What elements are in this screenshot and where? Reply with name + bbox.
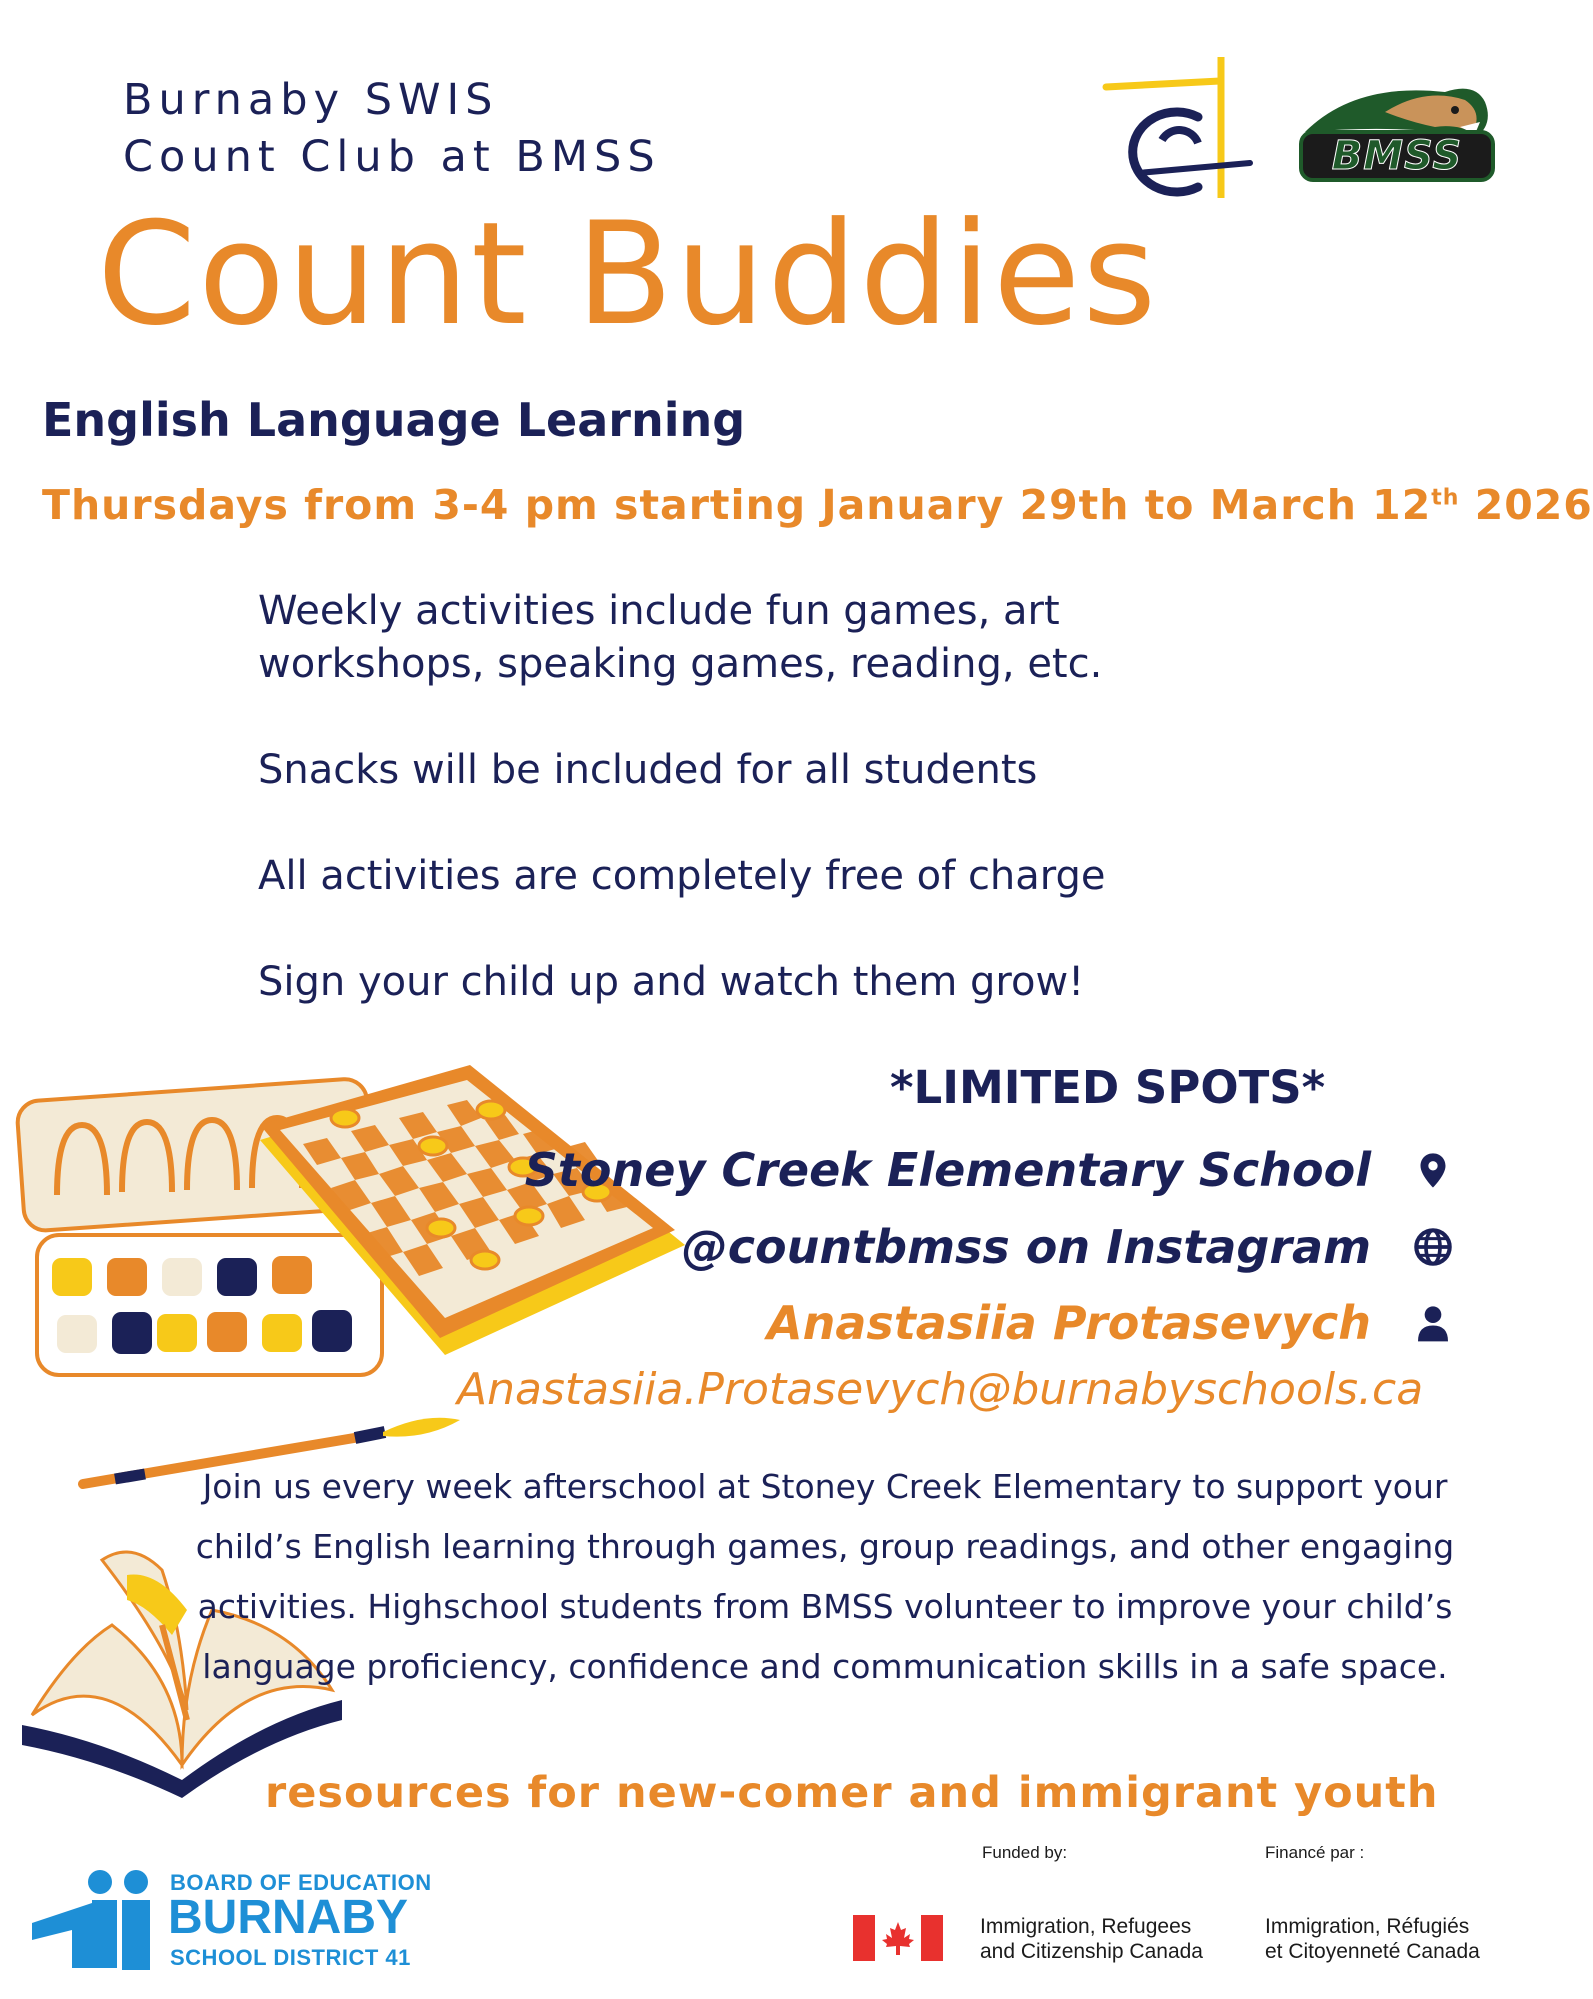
bmss-badge-text: BMSS [1331, 133, 1463, 179]
family-figures-icon [32, 1868, 157, 1973]
ircc-en-line-2: and Citizenship Canada [980, 1940, 1203, 1963]
description-paragraph: Join us every week afterschool at Stoney Creek Elementary to support your child’s English learning through games, group readings, and other engaging activities. Highschool students from BMSS volunteer to improve your child’s language proficiency, confidence and communication skills in a safe space. [195, 1467, 1455, 1686]
limited-spots-label: *LIMITED SPOTS* [890, 1061, 1326, 1114]
location-pin-icon [1413, 1150, 1453, 1190]
ircc-fr-line-2: et Citoyenneté Canada [1265, 1940, 1480, 1963]
burnaby-school-district-logo [32, 1868, 432, 1978]
header-line-1: Burnaby SWIS [123, 75, 499, 125]
ircc-fr-line-1: Immigration, Réfugiés [1265, 1915, 1470, 1938]
ircc-french [1265, 1914, 1480, 1964]
resources-tagline: resources for new-comer and immigrant youth [265, 1768, 1439, 1818]
instagram-text[interactable]: @countbmss on Instagram [681, 1220, 1371, 1274]
dateline-year: 2026 [1459, 481, 1593, 529]
person-row [767, 1296, 1453, 1350]
swis-logo [1100, 55, 1250, 200]
ircc-english [980, 1914, 1203, 1964]
person-icon [1413, 1303, 1453, 1343]
instagram-row [682, 1220, 1453, 1274]
globe-icon [1413, 1227, 1453, 1267]
funded-by-label: Funded by: [982, 1843, 1068, 1862]
canada-flag-icon [853, 1915, 943, 1961]
bmss-badge [1299, 130, 1495, 182]
subtitle: English Language Learning [42, 393, 746, 447]
list-item: Sign your child up and watch them grow! [258, 959, 1085, 1005]
page-title: Count Buddies [97, 192, 1159, 357]
list-item: All activities are completely free of charge [258, 853, 1106, 899]
header-line-2: Count Club at BMSS [123, 132, 661, 182]
ircc-en-line-1: Immigration, Refugees [980, 1915, 1192, 1938]
list-item: Snacks will be included for all students [258, 747, 1038, 793]
email-link[interactable]: Anastasiia.Protasevych@burnabyschools.ca [457, 1364, 1424, 1415]
bmss-logo [1295, 72, 1500, 187]
location-text: Stoney Creek Elementary School [524, 1143, 1371, 1197]
person-name: Anastasiia Protasevych [767, 1296, 1371, 1350]
dateline-sup: th [1431, 485, 1460, 511]
bsd-line-1: BOARD OF EDUCATION [170, 1870, 432, 1895]
checkers-board-illustration [255, 1070, 695, 1360]
list-item: Weekly activities include fun games, art workshops, speaking games, reading, etc. [258, 588, 1103, 687]
finance-par-label: Financé par : [1265, 1843, 1365, 1862]
header [123, 72, 661, 186]
location-row [525, 1143, 1453, 1197]
bsd-line-3: SCHOOL DISTRICT 41 [170, 1945, 411, 1970]
dateline-main: Thursdays from 3-4 pm starting January 29th to March 12 [42, 481, 1432, 529]
activities-list [258, 585, 1258, 1062]
schedule-dateline [42, 481, 1593, 529]
bsd-line-2: BURNABY [168, 1891, 408, 1944]
